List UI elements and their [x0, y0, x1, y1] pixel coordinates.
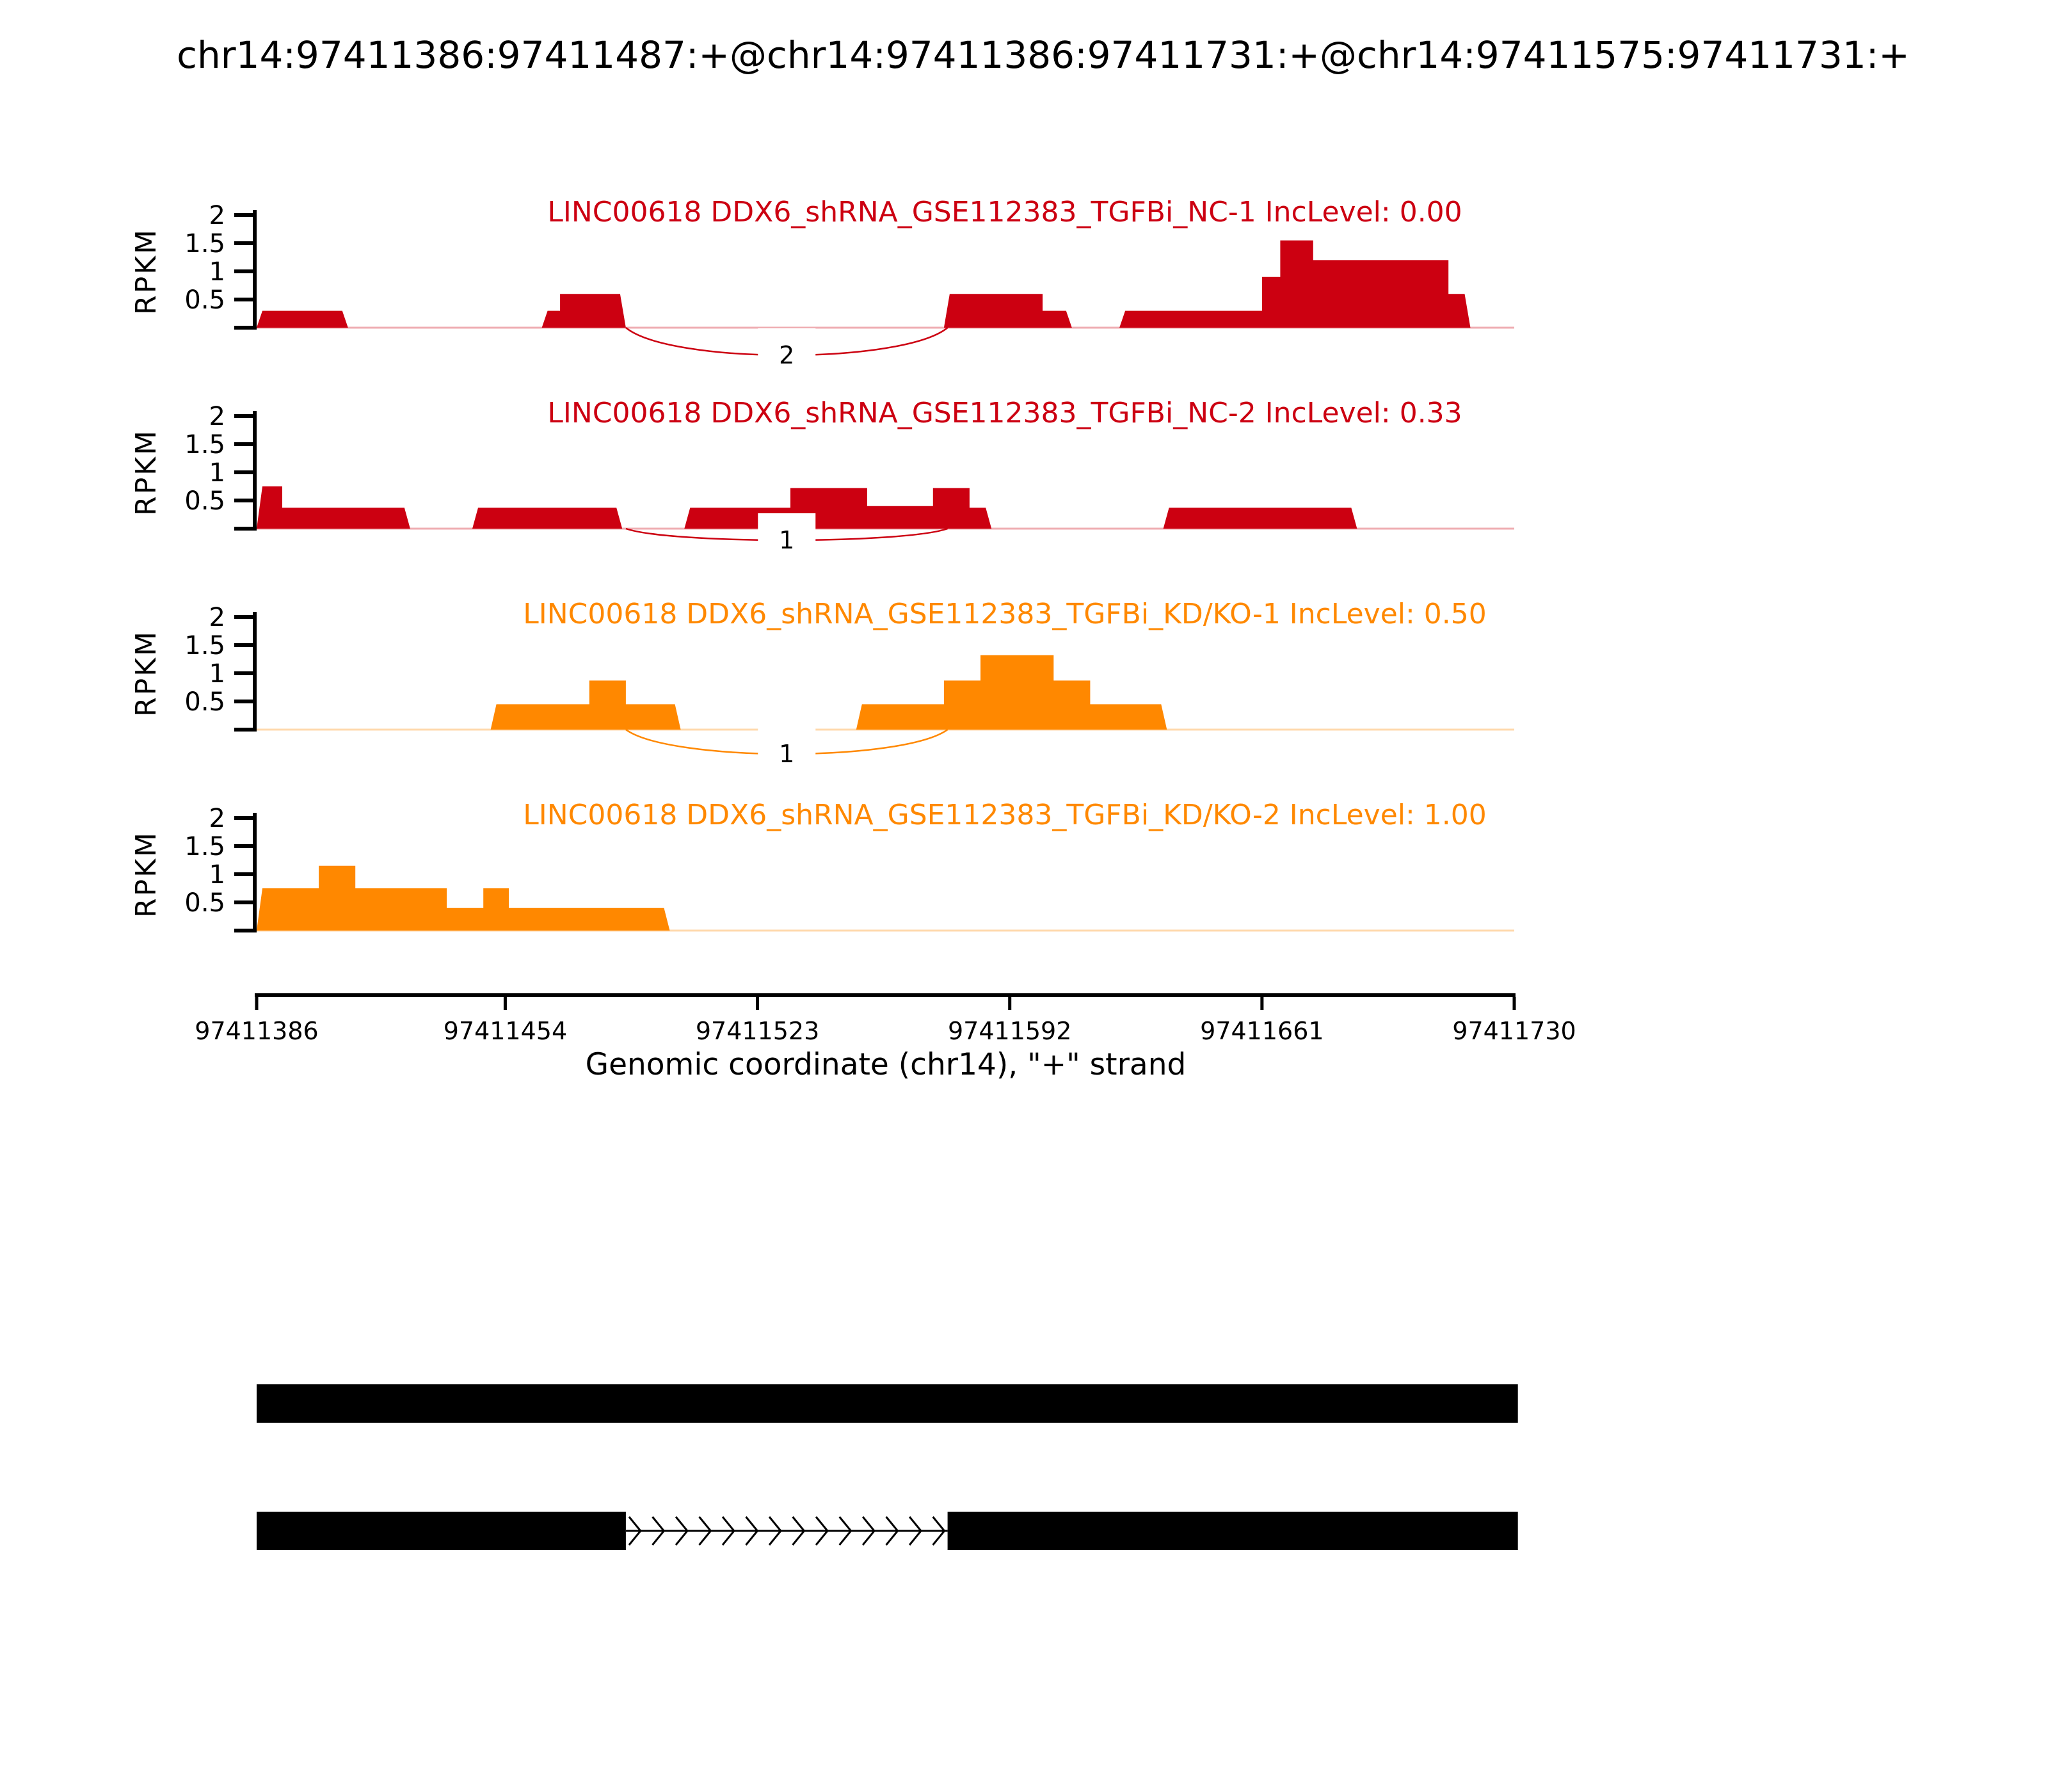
x-tick-label: 97411386 [195, 1017, 319, 1045]
coverage-polygon [257, 866, 670, 931]
y-tick-label: 1 [209, 860, 225, 890]
coverage-polygon [684, 488, 991, 529]
track-title: LINC00618 DDX6_shRNA_GSE112383_TGFBi_NC-2 IncLevel: 0.33 [547, 397, 1462, 429]
y-tick-label: 1 [209, 458, 225, 488]
exon-rect [257, 1384, 1518, 1423]
coverage-polygon [491, 680, 681, 730]
junction-count-label: 1 [779, 740, 795, 768]
y-tick-label: 1.5 [184, 631, 225, 660]
coverage-polygon [542, 294, 626, 328]
y-tick-label: 1 [209, 257, 225, 287]
x-tick-label: 97411454 [443, 1017, 568, 1045]
coverage-polygon [257, 486, 410, 529]
y-tick-label: 0.5 [184, 687, 225, 717]
y-tick-label: 1 [209, 659, 225, 689]
y-tick-label: 0.5 [184, 486, 225, 516]
x-tick-label: 97411592 [948, 1017, 1072, 1045]
figure-title: chr14:97411386:97411487:+@chr14:97411386:97411731:+@chr14:97411575:97411731:+ [177, 33, 1910, 77]
y-axis-label: RPKM [130, 429, 163, 516]
y-tick-label: 1.5 [184, 229, 225, 259]
junction-count-label: 1 [779, 526, 795, 554]
exon-rect [257, 1512, 626, 1550]
track-title: LINC00618 DDX6_shRNA_GSE112383_TGFBi_KD/KO-1 IncLevel: 0.50 [523, 598, 1487, 630]
x-tick-label: 97411730 [1452, 1017, 1576, 1045]
y-axis-label: RPKM [130, 228, 163, 315]
y-tick-label: 2 [209, 201, 225, 230]
y-axis-label: RPKM [130, 630, 163, 717]
x-axis-title: Genomic coordinate (chr14), "+" strand [585, 1047, 1187, 1082]
y-tick-label: 0.5 [184, 888, 225, 918]
y-tick-label: 2 [209, 402, 225, 431]
y-tick-label: 1.5 [184, 430, 225, 460]
coverage-polygon [472, 508, 622, 529]
junction-count-label: 2 [779, 341, 795, 369]
y-axis-label: RPKM [130, 831, 163, 918]
exon-rect [948, 1512, 1518, 1550]
coverage-polygon [1119, 241, 1470, 328]
track-title: LINC00618 DDX6_shRNA_GSE112383_TGFBi_NC-1 IncLevel: 0.00 [547, 196, 1462, 228]
y-tick-label: 1.5 [184, 832, 225, 861]
coverage-polygon [257, 311, 348, 328]
y-tick-label: 2 [209, 603, 225, 632]
coverage-polygon [944, 294, 1072, 328]
y-tick-label: 2 [209, 804, 225, 833]
y-tick-label: 0.5 [184, 285, 225, 315]
x-tick-label: 97411523 [695, 1017, 820, 1045]
coverage-polygon [1164, 508, 1357, 529]
track-title: LINC00618 DDX6_shRNA_GSE112383_TGFBi_KD/KO-2 IncLevel: 1.00 [523, 799, 1487, 831]
coverage-polygon [856, 655, 1167, 730]
x-tick-label: 97411661 [1200, 1017, 1324, 1045]
x-axis-line [255, 993, 1516, 997]
